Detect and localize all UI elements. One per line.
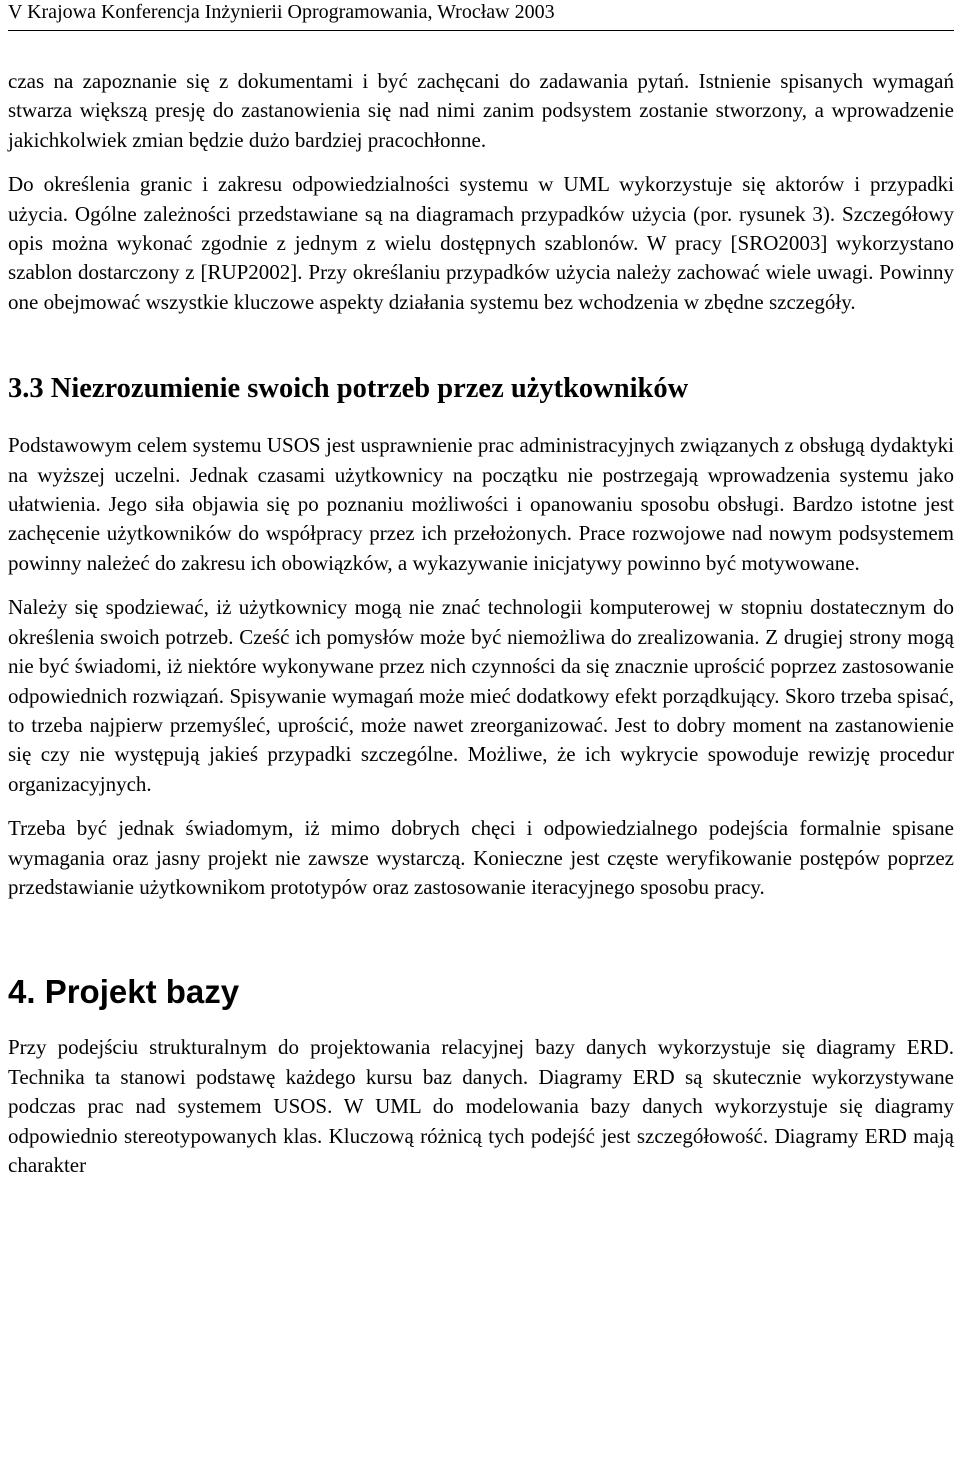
chapter-heading-4: 4. Projekt bazy [8, 973, 240, 1011]
running-header: V Krajowa Konferencja Inżynierii Oprogramowania, Wrocław 2003 [8, 0, 954, 31]
section-heading-3-3: 3.3 Niezrozumienie swoich potrzeb przez użytkowników [8, 373, 689, 405]
paragraph-requirements-pressure: czas na zapoznanie się z dokumentami i być zachęcani do zadawania pytań. Istnienie spisanych wymagań stwarza większą presję do zastanowienia się nad nimi zanim podsystem zostanie stworzony, a wprowadzenie jakichkolwiek zmian będzie dużo bardziej pracochłonne. [8, 69, 954, 152]
document-page [8, 0, 954, 1180]
paragraph-user-expectations: Należy się spodziewać, iż użytkownicy mogą nie znać technologii komputerowej w stopniu dostatecznym do określenia swoich potrzeb. Cześć ich pomysłów może być niemożliwa do zrealizowania. Z drugiej strony mogą nie być świadomi, iż niektóre wykonywane przez nich czynności da się znacznie uprościć poprzez zastosowanie odpowiednich rozwiązań. Spisywanie wymagań może mieć dodatkowy efekt porządkujący. Skoro trzeba spisać, to trzeba najpierw przemyśleć, uprościć, może nawet zreorganizować. Jest to dobry moment na zastanowienie się czy nie występują jakieś przypadki szczególne. Możliwe, że ich wykrycie spowoduje rewizję procedur organizacyjnych. [8, 595, 954, 796]
paragraph-erd-diagrams: Przy podejściu strukturalnym do projektowania relacyjnej bazy danych wykorzystuje się diagramy ERD. Technika ta stanowi podstawę każdego kursu baz danych. Diagramy ERD są skutecznie wykorzystywane podczas prac nad systemem USOS. W UML do modelowania bazy danych wykorzystuje się diagramy odpowiednio stereotypowanych klas. Kluczową różnicą tych podejść jest szczegółowość. Diagramy ERD mają charakter [8, 1035, 954, 1177]
paragraph-uml-use-cases: Do określenia granic i zakresu odpowiedzialności systemu w UML wykorzystuje się aktorów i przypadki użycia. Ogólne zależności przedstawiane są na diagramach przypadków użycia (por. rysunek 3). Szczegółowy opis można wykonać zgodnie z jednym z wielu dostępnych szablonów. W pracy [SRO2003] wykorzystano szablon dostarczony z [RUP2002]. Przy określaniu przypadków użycia należy zachować wiele uwagi. Powinny one obejmować wszystkie kluczowe aspekty działania systemu bez wchodzenia w zbędne szczegóły. [8, 172, 954, 314]
paragraph-iterative-work: Trzeba być jednak świadomym, iż mimo dobrych chęci i odpowiedzialnego podejścia formalnie spisane wymagania oraz jasny projekt nie zawsze wystarczą. Konieczne jest częste weryfikowanie postępów poprzez przedstawianie użytkownikom prototypów oraz zastosowanie iteracyjnego sposobu pracy. [8, 816, 954, 899]
paragraph-usos-goal: Podstawowym celem systemu USOS jest usprawnienie prac administracyjnych związanych z obsługą dydaktyki na wyższej uczelni. Jednak czasami użytkownicy na początku nie postrzegają wprowadzenia systemu jako ułatwienia. Jego siła objawia się po poznaniu możliwości i opanowaniu sposobu obsługi. Bardzo istotne jest zachęcenie użytkowników do współpracy przez ich przełożonych. Prace rozwojowe nad nowym podsystemem powinny należeć do zakresu ich obowiązków, a wykazywanie inicjatywy powinno być motywowane. [8, 433, 954, 575]
